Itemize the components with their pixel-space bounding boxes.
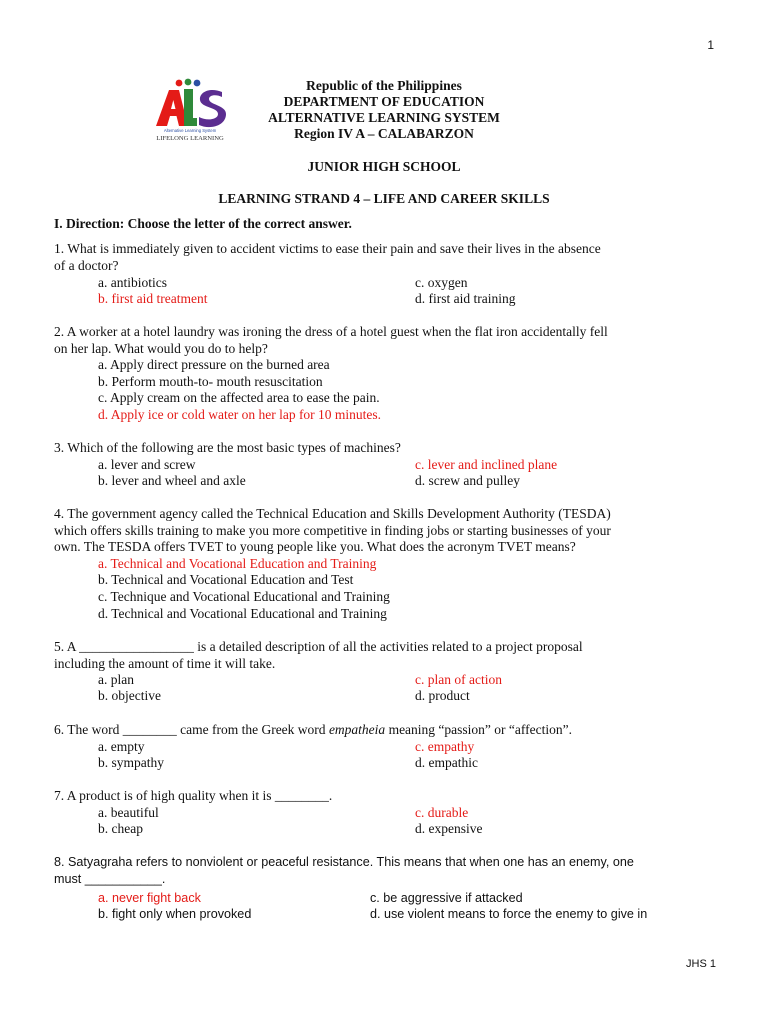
question-3-stem: 3. Which of the following are the most basic types of machines? [54, 440, 401, 455]
logo-tagline: Alternative Learning System [163, 128, 217, 133]
option-d[interactable]: d. use violent means to force the enemy to give in [370, 907, 648, 921]
option-d[interactable]: d. product [415, 688, 470, 703]
question-stem: on her lap. What would you do to help? [54, 340, 268, 356]
option-b[interactable]: b. fight only when provoked [98, 907, 252, 921]
question-stem: including the amount of time it will take. [54, 655, 276, 671]
footer-label: JHS 1 [686, 958, 716, 970]
question-2 [54, 324, 714, 424]
question-stem: must ___________. [54, 872, 166, 886]
option-d[interactable]: d. expensive [415, 821, 483, 836]
option-a[interactable]: a. empty [98, 739, 145, 754]
option-d[interactable]: d. empathic [415, 755, 478, 770]
option-c[interactable]: c. oxygen [415, 275, 468, 290]
option-c[interactable]: c. Technique and Vocational Educational and Training [98, 588, 390, 604]
greek-word: empatheia [328, 722, 386, 737]
option-b[interactable]: b. cheap [98, 821, 143, 836]
question-stem: of a doctor? [54, 257, 119, 273]
page-number: 1 [707, 38, 714, 52]
question-6-stem [54, 722, 714, 739]
document-header [0, 78, 768, 142]
option-b[interactable]: b. objective [98, 688, 161, 703]
option-b[interactable]: b. Technical and Vocational Education and Test [98, 572, 354, 588]
question-7-options [54, 805, 714, 839]
option-b[interactable]: b. Perform mouth-to- mouth resuscitation [98, 373, 323, 389]
option-b[interactable]: b. sympathy [98, 755, 164, 770]
logo-motto: LIFELONG LEARNING [156, 135, 224, 142]
question-8-options [54, 890, 714, 924]
question-stem: which offers skills training to make you more competitive in finding jobs or starting businesses of your [54, 522, 611, 538]
header-department: DEPARTMENT OF EDUCATION [283, 94, 485, 109]
question-stem-post: meaning “passion” or “affection”. [385, 722, 572, 737]
question-8 [54, 854, 714, 888]
option-c-correct[interactable]: c. plan of action [415, 672, 502, 687]
option-c-correct[interactable]: c. lever and inclined plane [415, 457, 558, 472]
question-stem-pre: 6. The word ________ came from the Greek word [54, 722, 329, 737]
question-stem: 2. A worker at a hotel laundry was ironing the dress of a hotel guest when the flat iron accidentally fell [54, 324, 608, 339]
question-1-options [54, 275, 714, 309]
question-4 [54, 506, 714, 622]
option-a[interactable]: a. antibiotics [98, 275, 167, 290]
option-c[interactable]: c. Apply cream on the affected area to ease the pain. [98, 390, 380, 406]
option-b-correct[interactable]: b. first aid treatment [98, 291, 208, 306]
option-c[interactable]: c. be aggressive if attacked [370, 891, 523, 905]
question-stem: 8. Satyagraha refers to nonviolent or peaceful resistance. This means that when one has an enemy, one [54, 855, 634, 869]
question-stem: 1. What is immediately given to accident victims to ease their pain and save their lives in the absence [54, 241, 601, 256]
option-c-correct[interactable]: c. empathy [415, 739, 475, 754]
option-a[interactable]: a. Apply direct pressure on the burned area [98, 357, 330, 373]
question-1 [54, 241, 714, 274]
option-d[interactable]: d. first aid training [415, 291, 516, 306]
option-a[interactable]: a. lever and screw [98, 457, 196, 472]
question-stem: own. The TESDA offers TVET to young people like you. What does the acronym TVET means? [54, 539, 576, 555]
option-b[interactable]: b. lever and wheel and axle [98, 473, 246, 488]
question-5 [54, 639, 714, 672]
option-a[interactable]: a. beautiful [98, 805, 159, 820]
header-strand: LEARNING STRAND 4 – LIFE AND CAREER SKILLS [218, 191, 550, 206]
header-level: JUNIOR HIGH SCHOOL [307, 159, 461, 174]
question-3-options [54, 457, 714, 491]
question-stem: 4. The government agency called the Technical Education and Skills Development Authority (TESDA) [54, 506, 611, 521]
direction: I. Direction: Choose the letter of the correct answer. [54, 216, 352, 231]
option-d[interactable]: d. screw and pulley [415, 473, 520, 488]
option-c-correct[interactable]: c. durable [415, 805, 469, 820]
header-system: ALTERNATIVE LEARNING SYSTEM [268, 110, 500, 125]
header-republic: Republic of the Philippines [306, 78, 462, 93]
option-a-correct[interactable]: a. never fight back [98, 891, 201, 905]
question-6-options [54, 739, 714, 773]
option-d[interactable]: d. Technical and Vocational Educational and Training [98, 605, 387, 621]
option-a-correct[interactable]: a. Technical and Vocational Education and Training [98, 555, 377, 571]
question-stem: 5. A _________________ is a detailed description of all the activities related to a project proposal [54, 639, 583, 654]
question-5-options [54, 672, 714, 706]
question-7-stem: 7. A product is of high quality when it is ________. [54, 788, 333, 803]
option-d-correct[interactable]: d. Apply ice or cold water on her lap for 10 minutes. [98, 406, 382, 422]
option-a[interactable]: a. plan [98, 672, 134, 687]
header-region: Region IV A – CALABARZON [294, 126, 474, 141]
